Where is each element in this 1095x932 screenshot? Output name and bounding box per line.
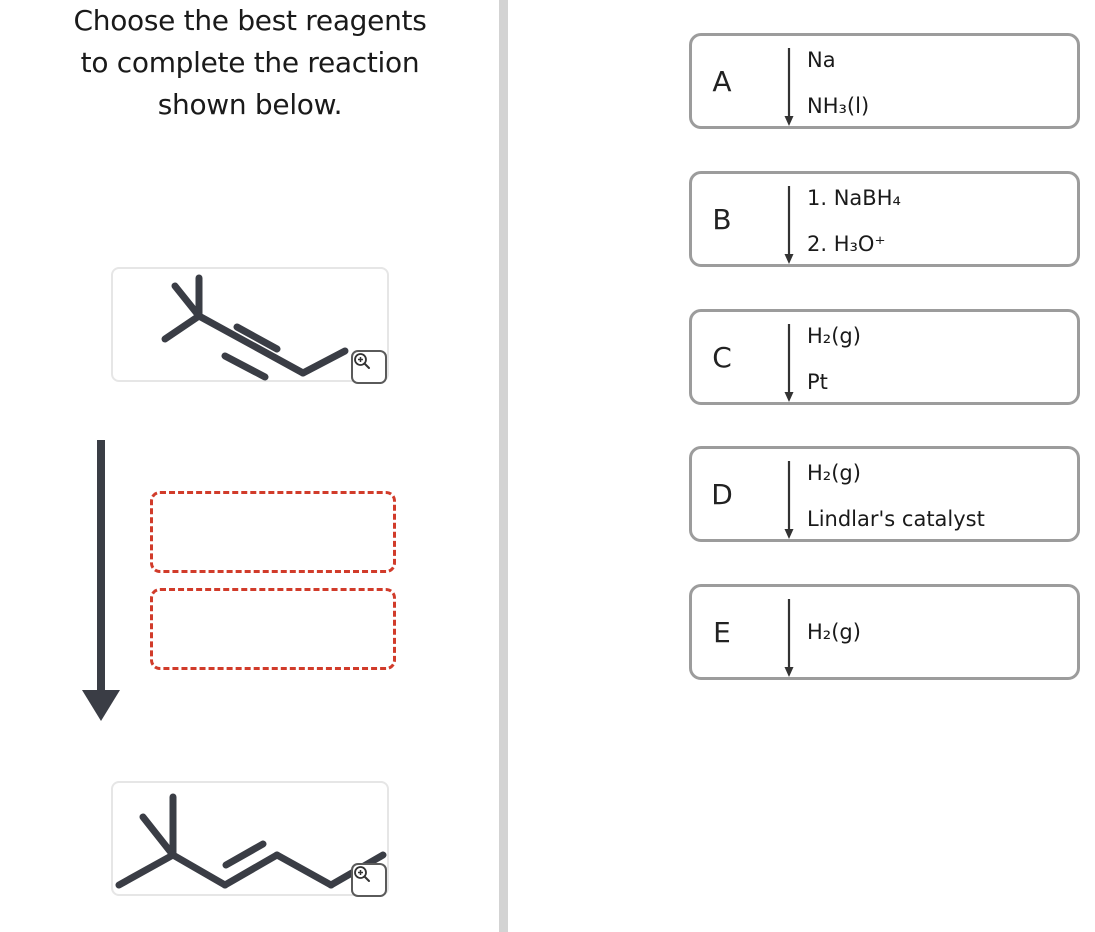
option-card-b[interactable] <box>689 171 1080 267</box>
option-letter: C <box>712 340 732 374</box>
option-reagent-1: 1. NaBH₄ <box>807 186 901 210</box>
alkene-structure <box>113 783 391 898</box>
question-line-2: to complete the reaction <box>80 46 420 79</box>
option-card-c[interactable] <box>689 309 1080 405</box>
option-letter: E <box>713 615 731 649</box>
down-arrow-icon <box>783 322 795 402</box>
option-letter: B <box>712 202 732 236</box>
down-arrow-icon <box>783 597 795 677</box>
option-card-e[interactable] <box>689 584 1080 680</box>
option-reagent-2: NH₃(l) <box>807 94 870 118</box>
zoom-button[interactable] <box>351 863 387 897</box>
option-reagent-2: Pt <box>807 370 828 394</box>
down-arrow-icon <box>783 459 795 539</box>
option-letter: A <box>712 64 732 98</box>
option-reagent-2: 2. H₃O⁺ <box>807 232 886 256</box>
option-card-d[interactable] <box>689 446 1080 542</box>
reagent-drop-slot-1[interactable] <box>150 491 396 573</box>
zoom-button[interactable] <box>351 350 387 384</box>
option-letter: D <box>711 477 733 511</box>
option-reagent-1: Na <box>807 48 836 72</box>
option-reagent-1: H₂(g) <box>807 461 861 485</box>
question-line-3: shown below. <box>157 88 343 121</box>
reagent-drop-slot-2[interactable] <box>150 588 396 670</box>
reaction-arrow <box>82 440 120 722</box>
option-reagent-2: Lindlar's catalyst <box>807 507 985 531</box>
product-card <box>111 781 389 896</box>
down-arrow-icon <box>783 46 795 126</box>
option-card-a[interactable] <box>689 33 1080 129</box>
zoom-in-icon <box>353 352 371 370</box>
zoom-in-icon <box>353 865 371 883</box>
question-text <box>40 0 460 126</box>
option-reagent-1: H₂(g) <box>807 620 861 644</box>
starting-material-card <box>111 267 389 382</box>
down-arrow-icon <box>783 184 795 264</box>
alkyne-structure <box>113 269 391 384</box>
question-line-1: Choose the best reagents <box>73 4 427 37</box>
panel-divider <box>499 0 508 932</box>
option-reagent-1: H₂(g) <box>807 324 861 348</box>
